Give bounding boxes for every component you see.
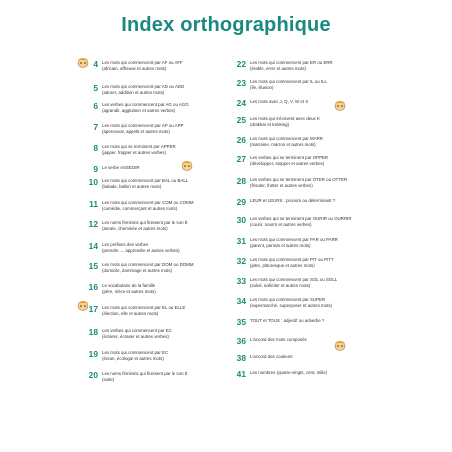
index-entry <box>232 256 372 269</box>
page-number: 34 <box>236 296 246 306</box>
page-number: 20 <box>88 370 98 380</box>
page-number: 25 <box>236 115 246 125</box>
entry-text <box>102 261 194 274</box>
entry-text <box>250 115 320 128</box>
page-number: 16 <box>88 282 98 292</box>
entry-heading: Les mots qui s'écrivent avec deux K <box>250 116 320 121</box>
entry-examples: (domicile, dommage et autres mots) <box>102 268 173 273</box>
page-number: 12 <box>88 219 98 229</box>
page-number: 38 <box>236 353 246 363</box>
entry-examples: (apercevoir, appétit et autres mots) <box>102 129 170 134</box>
page-title: Index orthographique <box>121 14 331 36</box>
entry-text <box>102 177 188 190</box>
entry-text <box>250 296 332 309</box>
entry-text <box>102 370 188 383</box>
entry-heading: Les mots qui commencent par EL ou ELLE <box>102 305 186 310</box>
entry-heading: Les verbes qui se terminent par OPPER <box>250 155 329 160</box>
index-entry <box>84 177 224 190</box>
entry-text <box>250 336 307 343</box>
index-entry <box>232 236 372 249</box>
page-number: 9 <box>93 164 98 174</box>
entry-heading: Les mots qui commencent par PAR ou PARR <box>250 237 338 242</box>
entry-heading: Les mots qui commencent par COM ou COMM <box>102 200 194 205</box>
entry-text <box>102 349 168 362</box>
page-number: 5 <box>93 83 98 93</box>
page-number: 8 <box>93 143 98 153</box>
entry-text <box>250 215 352 228</box>
index-entry <box>232 296 372 309</box>
entry-text <box>102 83 184 96</box>
entry-heading: Les verbes qui se terminent par OTER ou OTTER <box>250 177 348 182</box>
page-number: 15 <box>88 261 98 271</box>
page-number: 18 <box>88 327 98 337</box>
entry-heading: Les mots qui commencent par EC <box>102 350 169 355</box>
index-entry <box>232 215 372 228</box>
index-entry <box>84 261 224 274</box>
entry-heading: Les mots qui commencent par SOL ou SOLL <box>250 277 338 282</box>
page-number: 14 <box>88 241 98 251</box>
index-entry <box>232 154 372 167</box>
page-number: 17 <box>88 304 98 314</box>
entry-heading: Le vocabulaire de la famille <box>102 283 156 288</box>
index-entry <box>232 98 372 108</box>
mascot-face-icon <box>333 340 347 352</box>
mascot-face-icon <box>76 57 90 69</box>
page-number: 28 <box>236 176 246 186</box>
entry-text <box>250 256 334 269</box>
page-number: 30 <box>236 215 246 225</box>
entry-text <box>102 101 189 114</box>
page-number: 36 <box>236 336 246 346</box>
entry-examples: (frisoter, frotter et autres verbes) <box>250 183 313 188</box>
entry-examples: (année, cheminée et autres mots) <box>102 226 168 231</box>
entry-heading: TOUT et TOUS : adjectif ou adverbe ? <box>250 318 325 323</box>
page-number: 26 <box>236 135 246 145</box>
page-number: 11 <box>89 199 98 209</box>
entry-heading: Les mots qui commencent par ER ou ERR <box>250 60 333 65</box>
index-entry <box>84 282 224 295</box>
entry-text <box>250 197 335 204</box>
page-number: 4 <box>93 59 98 69</box>
entry-heading: Les verbes qui commencent par AG ou AGG <box>102 102 189 107</box>
entry-text <box>102 199 194 212</box>
entry-heading: Les mots qui commencent par MARR <box>250 136 323 141</box>
entry-heading: L'accord des mots composés <box>250 337 307 342</box>
entry-text <box>102 122 183 135</box>
index-entry <box>232 135 372 148</box>
entry-text <box>102 59 183 72</box>
entry-examples: (drakkar et trekking) <box>250 122 290 127</box>
index-entry <box>232 78 372 91</box>
entry-examples: (éclairer, écraser et autres verbes) <box>102 334 169 339</box>
entry-text <box>102 282 156 295</box>
page-number: 10 <box>88 177 98 187</box>
entry-heading: Les mots qui commencent par IL ou ILL <box>250 79 327 84</box>
entry-examples: (africain, affreuse et autres mots) <box>102 66 167 71</box>
entry-examples: (soleil, solliciter et autres mots) <box>250 283 311 288</box>
index-entry <box>84 327 224 340</box>
entry-examples: (supermarché, superposer et autres mots) <box>250 303 332 308</box>
mascot-face-icon <box>76 300 90 312</box>
entry-heading: Les mots qui commencent par BAL ou BALL <box>102 178 189 183</box>
page-number: 27 <box>236 154 246 164</box>
entry-heading: Les verbes qui se terminent par OURIR ou OURRIR <box>250 216 352 221</box>
entry-text <box>250 78 327 91</box>
entry-heading: Les mots qui se terminent par APPER <box>102 144 176 149</box>
index-entry <box>232 276 372 289</box>
entry-examples: (écran, écologie et autres mots) <box>102 356 164 361</box>
mascot-face-icon <box>333 100 347 112</box>
page-number: 22 <box>236 59 246 69</box>
page-number: 35 <box>236 317 246 327</box>
entry-examples: (agrandir, agglutiner et autres verbes) <box>102 108 176 113</box>
entry-text <box>250 154 328 167</box>
entry-text <box>250 236 338 249</box>
index-entry <box>232 115 372 128</box>
entry-text <box>250 176 347 189</box>
entry-text <box>102 219 188 232</box>
entry-examples: (balade, ballon et autres mots) <box>102 184 162 189</box>
entry-examples: (île, illusion) <box>250 85 274 90</box>
index-entry <box>84 241 224 254</box>
entry-heading: Les préfixes des verbes <box>102 242 149 247</box>
entry-heading: Les mots qui commencent par PIT ou PITT <box>250 257 334 262</box>
page-number: 7 <box>93 122 98 132</box>
entry-heading: Les verbes qui commencent par EC <box>102 328 172 333</box>
index-entry <box>84 370 224 383</box>
entry-examples: (parent, parrain et autres mots) <box>250 243 311 248</box>
index-entry <box>84 199 224 212</box>
entry-heading: Les mots qui commencent par DOM ou DOMM <box>102 262 194 267</box>
entry-text <box>102 164 140 171</box>
entry-heading: Les mots qui commencent par AF ou AFF <box>102 60 183 65</box>
page-number: 24 <box>236 98 246 108</box>
index-entry <box>84 101 224 114</box>
index-entry <box>84 122 224 135</box>
entry-examples: (prendre → apprendre et autres verbes) <box>102 248 180 253</box>
entry-heading: Les mots qui commencent par SUPER <box>250 297 326 302</box>
index-entry <box>84 143 224 156</box>
entry-text <box>250 135 323 148</box>
entry-heading: Les mots qui commencent par AD ou ADD <box>102 84 185 89</box>
entry-text <box>250 98 308 105</box>
entry-text <box>102 241 180 254</box>
index-entry <box>84 219 224 232</box>
entry-text <box>250 353 293 360</box>
entry-examples: (suite) <box>102 377 115 382</box>
entry-heading: Les noms féminins qui finissent par le son É <box>102 220 188 225</box>
page-number: 6 <box>93 101 98 111</box>
index-entry <box>232 336 372 346</box>
page-number: 23 <box>236 78 246 88</box>
index-entry <box>84 349 224 362</box>
entry-examples: (érable, errer et autres mots) <box>250 66 306 71</box>
page-number: 41 <box>236 369 246 379</box>
entry-heading: Les nombres (quatre-vingts, cent, mille) <box>250 370 328 375</box>
page-number: 29 <box>236 197 246 207</box>
entry-examples: (élection, elle et autres mots) <box>102 311 159 316</box>
entry-text <box>102 304 185 317</box>
index-entry <box>232 176 372 189</box>
entry-examples: (marraine, marron et autres mots) <box>250 142 316 147</box>
index-entry <box>84 164 224 174</box>
entry-heading: LEUR et LEURS : pronom ou déterminant ? <box>250 198 336 203</box>
entry-examples: (comédie, commerçant et autres mots) <box>102 206 178 211</box>
entry-text <box>250 59 333 72</box>
entry-heading: Le verbe ASSEOIR <box>102 165 140 170</box>
entry-heading: L'accord des couleurs <box>250 354 293 359</box>
index-entry <box>232 369 372 379</box>
page-number: 19 <box>88 349 98 359</box>
entry-text <box>250 276 337 289</box>
entry-text <box>250 369 327 376</box>
entry-examples: (adorer, addition et autres mots) <box>102 90 165 95</box>
page-number: 33 <box>236 276 246 286</box>
entry-examples: (japper, frapper et autres verbes) <box>102 150 166 155</box>
index-entry <box>232 197 372 207</box>
entry-text <box>102 143 176 156</box>
entry-heading: Les noms féminins qui finissent par le son É <box>102 371 188 376</box>
page-number: 31 <box>236 236 246 246</box>
entry-examples: (courir, nourrir et autres verbes) <box>250 222 312 227</box>
entry-text <box>250 317 324 324</box>
index-entry <box>84 304 224 317</box>
index-entry <box>84 59 224 72</box>
entry-examples: (pitre, pittoresque et autres mots) <box>250 263 315 268</box>
index-entry <box>232 59 372 72</box>
index-entry <box>232 317 372 327</box>
mascot-face-icon <box>180 160 194 172</box>
entry-text <box>102 327 172 340</box>
entry-examples: (développer, stopper et autres verbes) <box>250 161 325 166</box>
page-number: 32 <box>236 256 246 266</box>
entry-heading: Les mots avec J, Q, V, W et X <box>250 99 309 104</box>
entry-heading: Les mots qui commencent par AP ou APP <box>102 123 184 128</box>
index-entry <box>232 353 372 363</box>
index-entry <box>84 83 224 96</box>
entry-examples: (père, nièce et autres mots) <box>102 289 156 294</box>
